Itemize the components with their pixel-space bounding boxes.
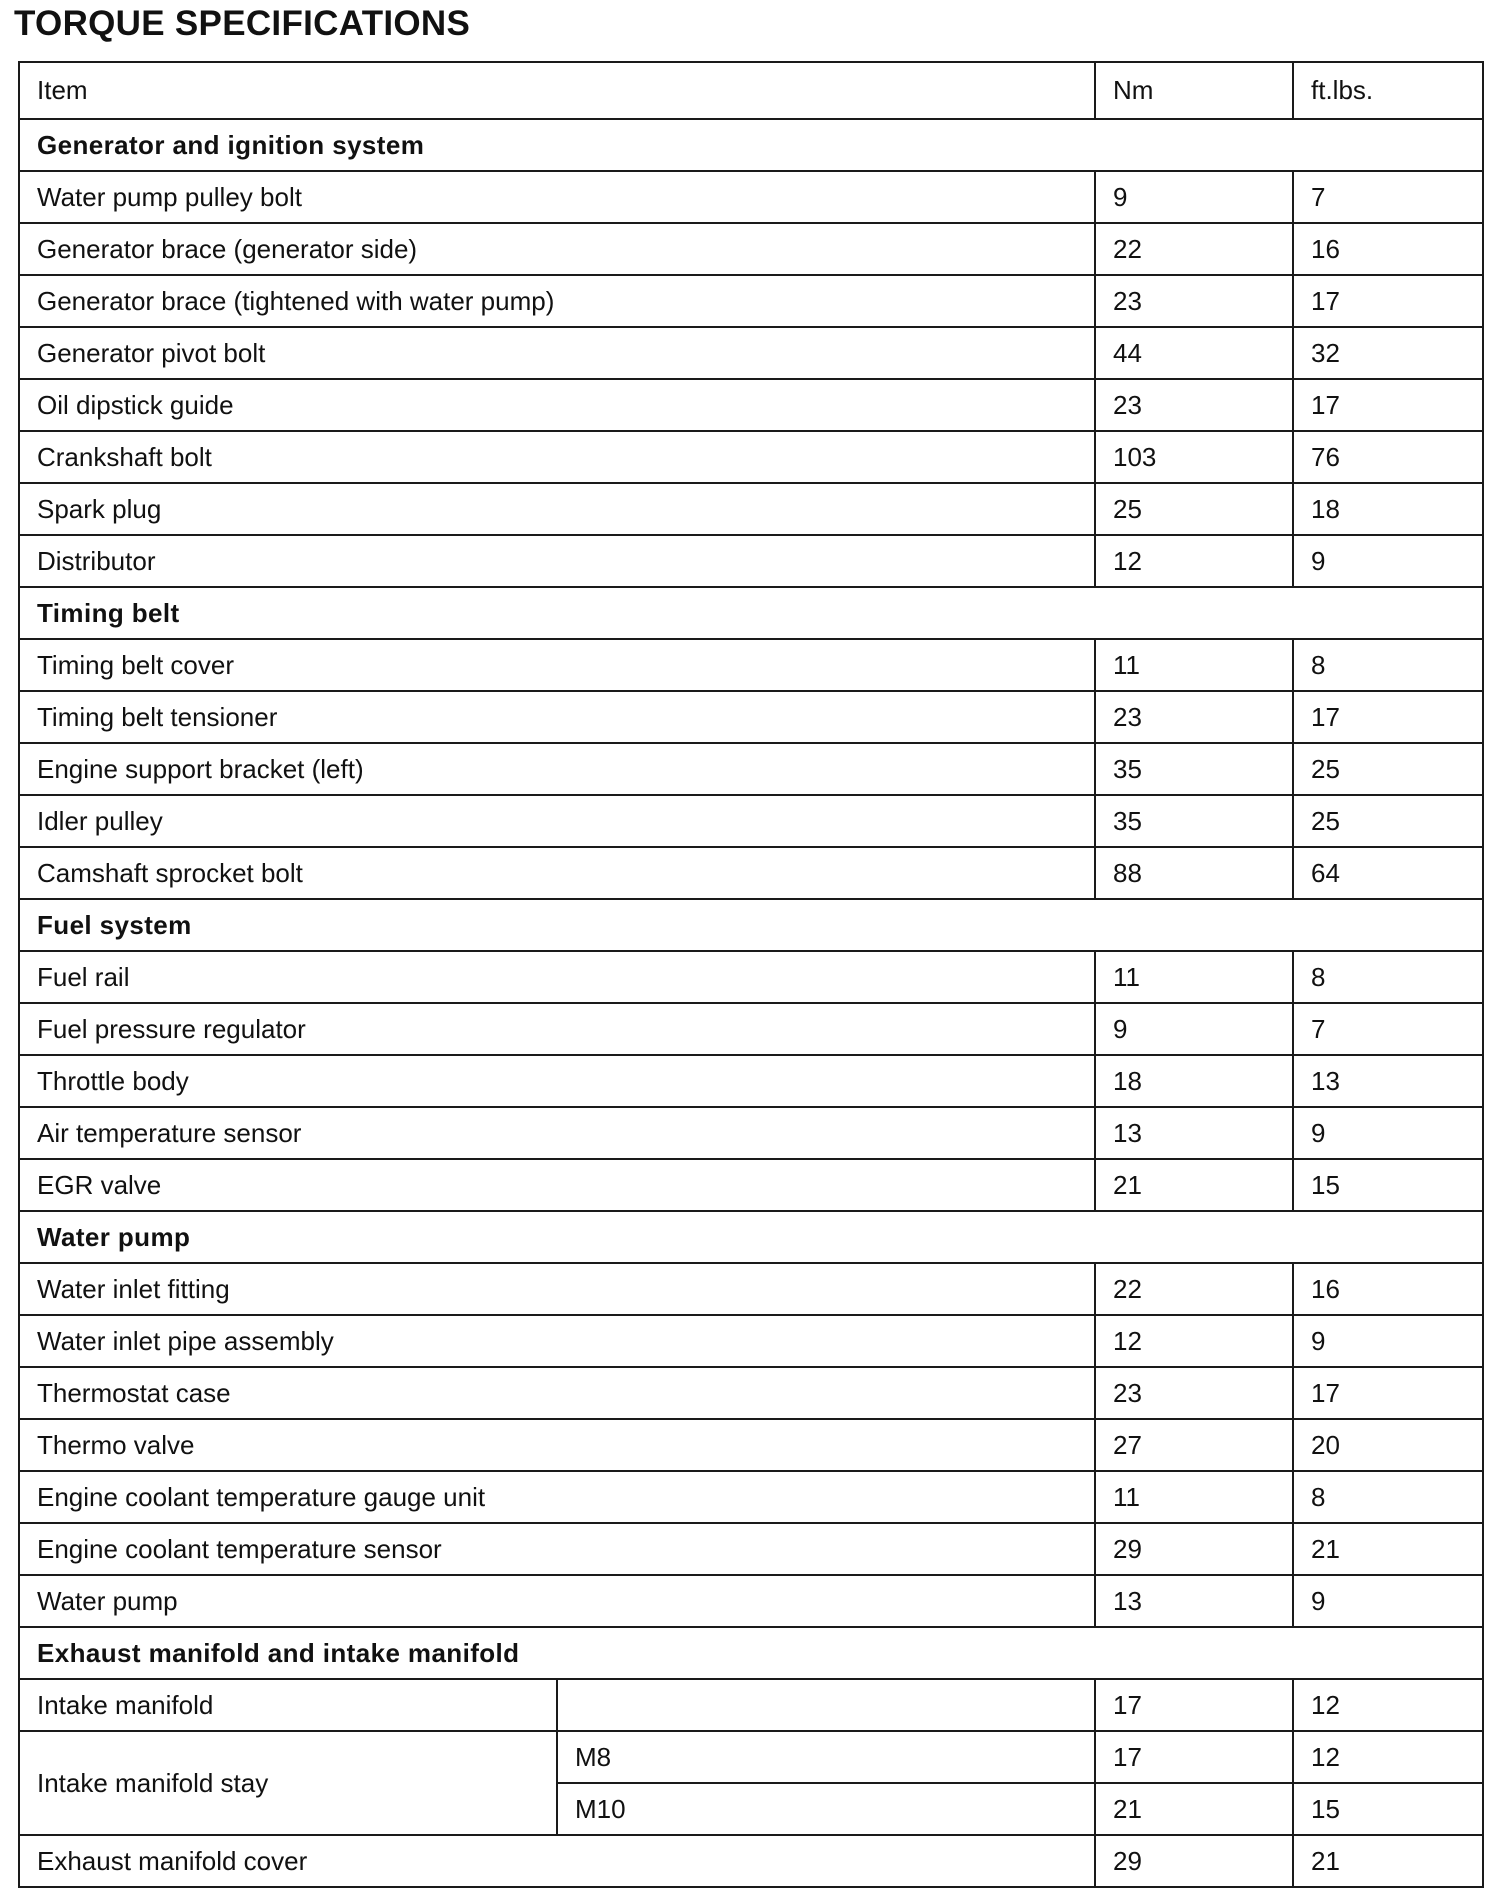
- torque-ftlbs: 8: [1293, 951, 1483, 1003]
- torque-ftlbs: 21: [1293, 1835, 1483, 1887]
- torque-nm: 13: [1095, 1575, 1293, 1627]
- table-row: [19, 951, 1483, 1003]
- torque-nm: 12: [1095, 1315, 1293, 1367]
- table-row: [19, 1055, 1483, 1107]
- torque-nm: 23: [1095, 379, 1293, 431]
- header-item: Item: [19, 62, 1095, 119]
- torque-ftlbs: 25: [1293, 795, 1483, 847]
- torque-ftlbs: 12: [1293, 1679, 1483, 1731]
- torque-ftlbs: 8: [1293, 639, 1483, 691]
- torque-ftlbs: 17: [1293, 379, 1483, 431]
- table-row: [19, 535, 1483, 587]
- table-row: [19, 1263, 1483, 1315]
- item-name: Thermostat case: [19, 1367, 1095, 1419]
- item-name: Intake manifold stay: [19, 1731, 557, 1835]
- item-name: Spark plug: [19, 483, 1095, 535]
- item-name: Engine support bracket (left): [19, 743, 1095, 795]
- table-row: [19, 1835, 1483, 1887]
- bolt-size: M10: [557, 1783, 1095, 1835]
- item-name: Intake manifold: [19, 1679, 557, 1731]
- item-name: Thermo valve: [19, 1419, 1095, 1471]
- torque-nm: 21: [1095, 1159, 1293, 1211]
- torque-ftlbs: 20: [1293, 1419, 1483, 1471]
- torque-nm: 103: [1095, 431, 1293, 483]
- table-row: [19, 431, 1483, 483]
- table-row: [19, 1575, 1483, 1627]
- torque-nm: 35: [1095, 795, 1293, 847]
- table-row: [19, 483, 1483, 535]
- table-row: [19, 1159, 1483, 1211]
- item-name: Engine coolant temperature gauge unit: [19, 1471, 1095, 1523]
- torque-ftlbs: 25: [1293, 743, 1483, 795]
- section-header-row: [19, 1627, 1483, 1679]
- torque-ftlbs: 21: [1293, 1523, 1483, 1575]
- item-name: Air temperature sensor: [19, 1107, 1095, 1159]
- section-header-row: [19, 1211, 1483, 1263]
- torque-ftlbs: 12: [1293, 1731, 1483, 1783]
- torque-nm: 9: [1095, 171, 1293, 223]
- torque-ftlbs: 17: [1293, 275, 1483, 327]
- item-name: Fuel rail: [19, 951, 1095, 1003]
- torque-nm: 44: [1095, 327, 1293, 379]
- item-name: Water inlet fitting: [19, 1263, 1095, 1315]
- section-title: Exhaust manifold and intake manifold: [19, 1627, 1483, 1679]
- torque-nm: 23: [1095, 1367, 1293, 1419]
- torque-ftlbs: 17: [1293, 1367, 1483, 1419]
- table-row: [19, 1679, 1483, 1731]
- torque-ftlbs: 9: [1293, 1315, 1483, 1367]
- section-header-row: [19, 899, 1483, 951]
- item-name: Crankshaft bolt: [19, 431, 1095, 483]
- item-name: Generator pivot bolt: [19, 327, 1095, 379]
- item-name: Timing belt cover: [19, 639, 1095, 691]
- table-row: [19, 847, 1483, 899]
- torque-nm: 23: [1095, 275, 1293, 327]
- table-row: [19, 1471, 1483, 1523]
- item-name: Distributor: [19, 535, 1095, 587]
- table-row: [19, 639, 1483, 691]
- torque-ftlbs: 7: [1293, 171, 1483, 223]
- torque-nm: 17: [1095, 1679, 1293, 1731]
- torque-ftlbs: 16: [1293, 223, 1483, 275]
- item-name: Timing belt tensioner: [19, 691, 1095, 743]
- torque-ftlbs: 15: [1293, 1159, 1483, 1211]
- section-title: Water pump: [19, 1211, 1483, 1263]
- torque-nm: 22: [1095, 223, 1293, 275]
- size-cell-empty: [557, 1679, 1095, 1731]
- torque-nm: 21: [1095, 1783, 1293, 1835]
- table-row: [19, 223, 1483, 275]
- torque-nm: 22: [1095, 1263, 1293, 1315]
- table-row: [19, 691, 1483, 743]
- torque-nm: 29: [1095, 1523, 1293, 1575]
- torque-nm: 35: [1095, 743, 1293, 795]
- table-row: [19, 171, 1483, 223]
- torque-ftlbs: 7: [1293, 1003, 1483, 1055]
- item-name: Engine coolant temperature sensor: [19, 1523, 1095, 1575]
- torque-ftlbs: 17: [1293, 691, 1483, 743]
- torque-ftlbs: 9: [1293, 535, 1483, 587]
- torque-ftlbs: 8: [1293, 1471, 1483, 1523]
- table-header-row: [19, 62, 1483, 119]
- bolt-size: M8: [557, 1731, 1095, 1783]
- item-name: EGR valve: [19, 1159, 1095, 1211]
- torque-spec-table: [18, 61, 1484, 1888]
- header-ftlbs: ft.lbs.: [1293, 62, 1483, 119]
- table-row: [19, 795, 1483, 847]
- section-header-row: [19, 587, 1483, 639]
- torque-ftlbs: 9: [1293, 1107, 1483, 1159]
- section-header-row: [19, 119, 1483, 171]
- table-row: [19, 379, 1483, 431]
- torque-ftlbs: 15: [1293, 1783, 1483, 1835]
- item-name: Water pump pulley bolt: [19, 171, 1095, 223]
- item-name: Fuel pressure regulator: [19, 1003, 1095, 1055]
- torque-ftlbs: 18: [1293, 483, 1483, 535]
- item-name: Generator brace (generator side): [19, 223, 1095, 275]
- item-name: Camshaft sprocket bolt: [19, 847, 1095, 899]
- torque-ftlbs: 76: [1293, 431, 1483, 483]
- item-name: Idler pulley: [19, 795, 1095, 847]
- torque-nm: 12: [1095, 535, 1293, 587]
- torque-nm: 11: [1095, 639, 1293, 691]
- item-name: Throttle body: [19, 1055, 1095, 1107]
- section-title: Timing belt: [19, 587, 1483, 639]
- item-name: Exhaust manifold cover: [19, 1835, 1095, 1887]
- page-title: TORQUE SPECIFICATIONS: [14, 4, 471, 43]
- torque-nm: 27: [1095, 1419, 1293, 1471]
- torque-nm: 25: [1095, 483, 1293, 535]
- torque-ftlbs: 16: [1293, 1263, 1483, 1315]
- header-nm: Nm: [1095, 62, 1293, 119]
- table-row: [19, 1003, 1483, 1055]
- table-row: [19, 327, 1483, 379]
- item-name: Water pump: [19, 1575, 1095, 1627]
- torque-nm: 29: [1095, 1835, 1293, 1887]
- torque-nm: 9: [1095, 1003, 1293, 1055]
- torque-nm: 88: [1095, 847, 1293, 899]
- torque-nm: 17: [1095, 1731, 1293, 1783]
- torque-nm: 11: [1095, 951, 1293, 1003]
- torque-nm: 11: [1095, 1471, 1293, 1523]
- table-row: [19, 1367, 1483, 1419]
- torque-nm: 13: [1095, 1107, 1293, 1159]
- table-row: [19, 1315, 1483, 1367]
- section-title: Generator and ignition system: [19, 119, 1483, 171]
- torque-spec-body: [19, 62, 1483, 1887]
- torque-nm: 23: [1095, 691, 1293, 743]
- table-row: [19, 1523, 1483, 1575]
- torque-ftlbs: 32: [1293, 327, 1483, 379]
- table-row: [19, 1107, 1483, 1159]
- section-title: Fuel system: [19, 899, 1483, 951]
- item-name: Water inlet pipe assembly: [19, 1315, 1095, 1367]
- table-row: [19, 1731, 1483, 1783]
- torque-ftlbs: 9: [1293, 1575, 1483, 1627]
- item-name: Oil dipstick guide: [19, 379, 1095, 431]
- torque-ftlbs: 13: [1293, 1055, 1483, 1107]
- table-row: [19, 1419, 1483, 1471]
- item-name: Generator brace (tightened with water pump): [19, 275, 1095, 327]
- table-row: [19, 275, 1483, 327]
- table-row: [19, 743, 1483, 795]
- torque-ftlbs: 64: [1293, 847, 1483, 899]
- torque-nm: 18: [1095, 1055, 1293, 1107]
